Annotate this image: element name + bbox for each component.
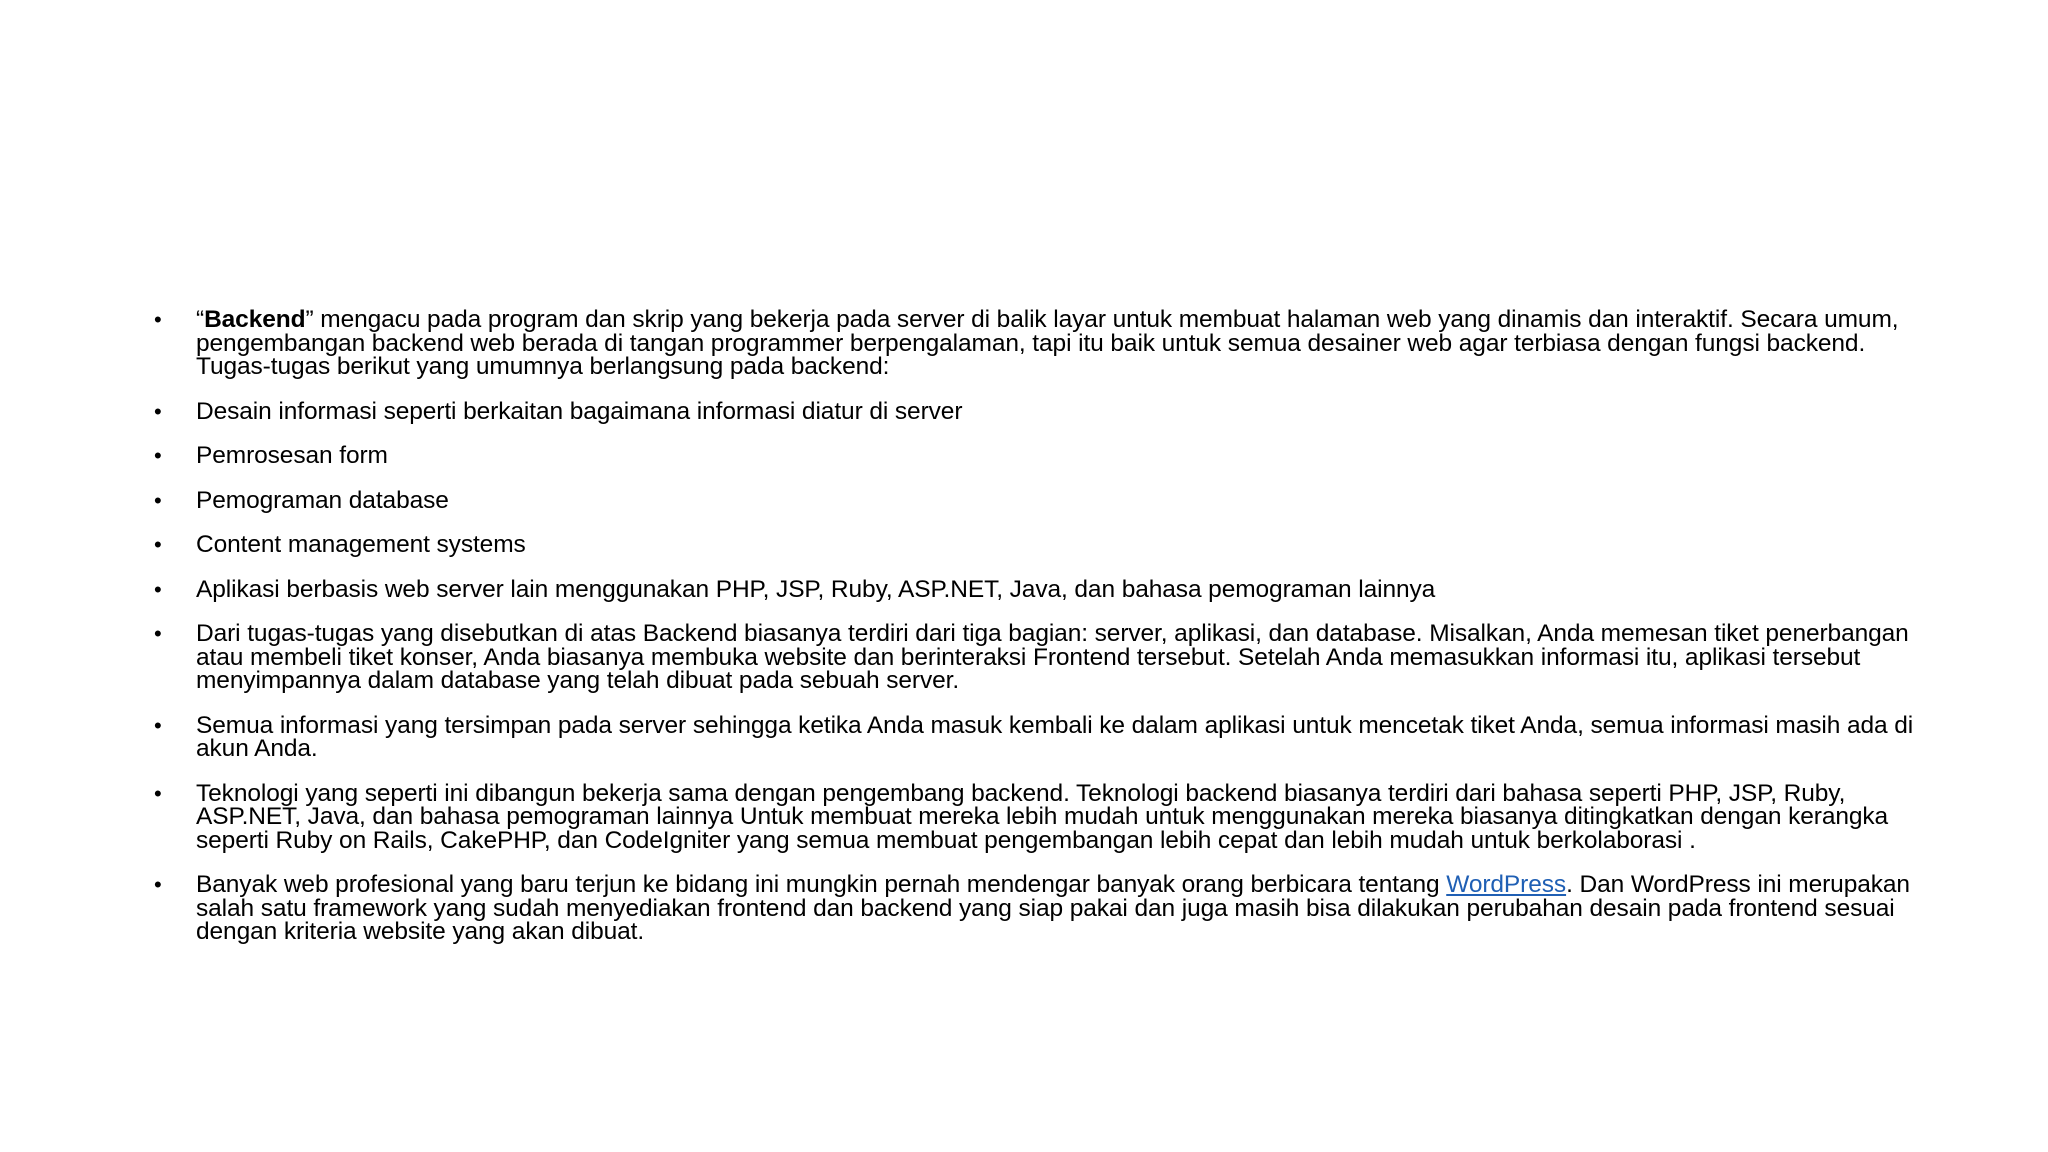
bullet-item: • Teknologi yang seperti ini dibangun bekerja sama dengan pengembang backend. Teknologi backend biasanya terdiri dari bahasa seperti PHP, JSP, Ruby, ASP.NET, Java, dan bahasa pemograman lainnya Untuk membuat mereka lebih mudah untuk menggunakan mereka biasanya ditingkatkan dengan kerangka seperti Ruby on Rails, CakePHP, dan CodeIgniter yang semua membuat pengembangan lebih cepat dan lebih mudah untuk berkolaborasi .: [150, 782, 1920, 853]
bullet-item: • Desain informasi seperti berkaitan bagaimana informasi diatur di server: [150, 400, 1920, 424]
bullet-list: [150, 308, 1920, 965]
wordpress-link[interactable]: WordPress: [1446, 871, 1567, 898]
intro-bold-term: Backend: [204, 306, 306, 333]
intro-quote-open: “: [196, 306, 205, 333]
bullet-item: • Pemrosesan form: [150, 444, 1920, 468]
bullet-item: • Pemograman database: [150, 489, 1920, 513]
wordpress-text-after: . Dan WordPress ini merupakan salah satu framework yang sudah menyediakan frontend dan backend yang siap pakai dan juga masih bisa dilakukan perubahan desain pada frontend sesuai dengan kriteria website yang akan dibuat.: [196, 871, 1910, 945]
bullet-item-wordpress: [150, 873, 1920, 944]
intro-text: ” mengacu pada program dan skrip yang bekerja pada server di balik layar untuk membuat halaman web yang dinamis dan interaktif. Secara umum, pengembangan backend web berada di tangan programmer berpengalaman, tapi itu baik untuk semua desainer web agar terbiasa dengan fungsi backend. Tugas-tugas berikut yang umumnya berlangsung pada backend:: [196, 306, 1899, 380]
bullet-item: • Semua informasi yang tersimpan pada server sehingga ketika Anda masuk kembali ke dalam aplikasi untuk mencetak tiket Anda, semua informasi masih ada di akun Anda.: [150, 714, 1920, 761]
bullet-item: • Dari tugas-tugas yang disebutkan di atas Backend biasanya terdiri dari tiga bagian: server, aplikasi, dan database. Misalkan, Anda memesan tiket penerbangan atau membeli tiket konser, Anda biasanya membuka website dan berinteraksi Frontend tersebut. Setelah Anda memasukkan informasi itu, aplikasi tersebut menyimpannya dalam database yang telah dibuat pada sebuah server.: [150, 622, 1920, 693]
wordpress-text-before: Banyak web profesional yang baru terjun ke bidang ini mungkin pernah mendengar banyak orang berbicara tentang: [196, 871, 1447, 898]
bullet-item-backend-intro: [150, 308, 1920, 379]
bullet-item: • Aplikasi berbasis web server lain menggunakan PHP, JSP, Ruby, ASP.NET, Java, dan bahasa pemograman lainnya: [150, 578, 1920, 602]
bullet-item: • Content management systems: [150, 533, 1920, 557]
